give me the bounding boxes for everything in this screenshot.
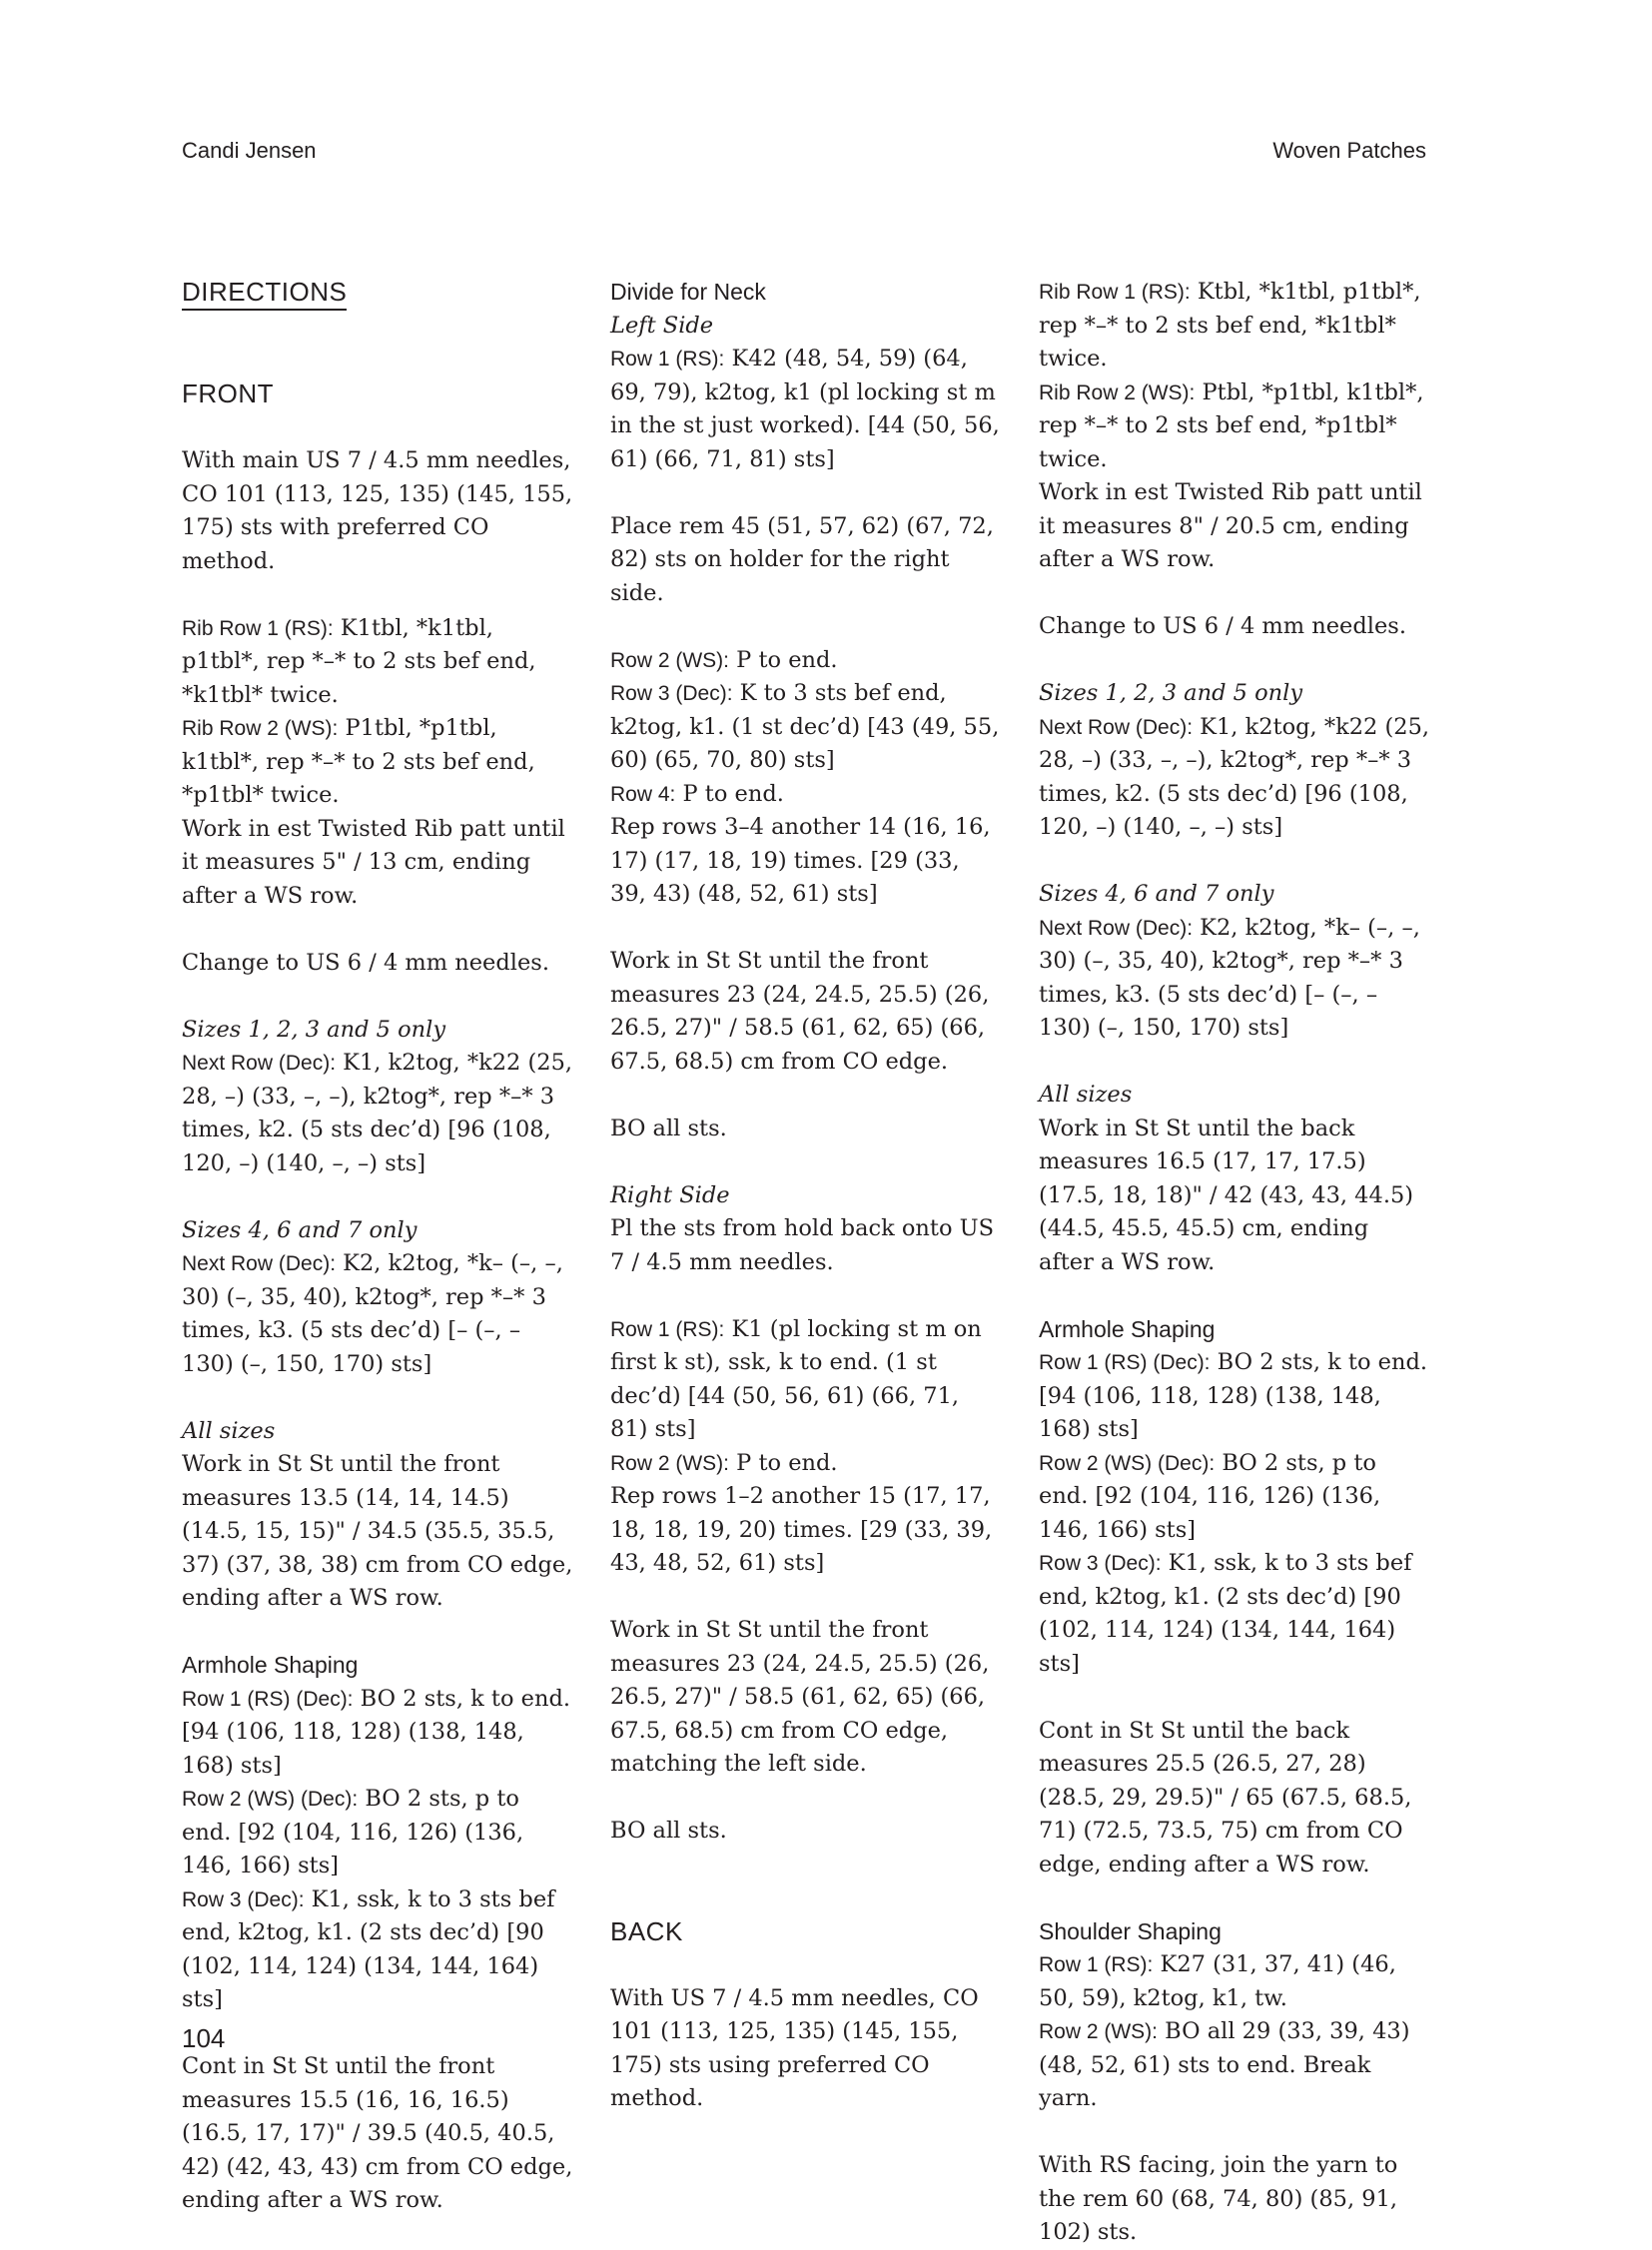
right-side-heading: Right Side: [610, 1181, 730, 1208]
front-change-needles: Change to US 6 / 4 mm needles.: [182, 949, 549, 976]
front-armhole-row-1: Row 1 (RS) (Dec): BO 2 sts, k to end. [94 (106, 118, 128) (138, 148, 168) sts]: [182, 1685, 571, 1779]
place-remaining: Place rem 45 (51, 57, 62) (67, 72, 82) sts on holder for the right side.: [610, 512, 994, 606]
left-row-1: Row 1 (RS): K42 (48, 54, 59) (64, 69, 79), k2tog, k1 (pl locking st m in the st just worked). [44 (50, 56, 61) (66, 71, 81) sts]: [610, 346, 1000, 472]
left-row-3: Row 3 (Dec): K to 3 sts bef end, k2tog, k1. (1 st dec’d) [43 (49, 55, 60) (65, 70, 80) sts]: [610, 680, 1000, 773]
back-armhole-row-2: Row 2 (WS) (Dec): BO 2 sts, p to end. [92 (104, 116, 126) (136, 146, 166) sts]: [1039, 1449, 1381, 1543]
front-rib-row-1: Rib Row 1 (RS): K1tbl, *k1tbl, p1tbl*, rep *–* to 2 sts bef end, *k1tbl* twice.: [182, 614, 536, 708]
shoulder-row-2: Row 2 (WS): BO all 29 (33, 39, 43) (48, 52, 61) sts to end. Break yarn.: [1039, 2018, 1410, 2111]
column-3: [1039, 276, 1430, 2250]
back-heading: BACK: [610, 1915, 683, 1946]
column-1: [182, 276, 573, 2218]
back-cont-text: Cont in St St until the back measures 25.5 (26.5, 27, 28) (28.5, 29, 29.5)" / 65 (67.5, 68.5, 71) (72.5, 73.5, 75) cm from CO edge, ending after a WS row.: [1039, 1717, 1412, 1877]
front-work-rib: Work in est Twisted Rib patt until it measures 5" / 13 cm, ending after a WS row.: [182, 815, 565, 909]
directions-heading: DIRECTIONS: [182, 277, 347, 311]
divide-neck-heading: Divide for Neck: [610, 279, 766, 305]
left-row-4: Row 4: P to end.: [610, 780, 784, 807]
back-all-sizes-heading: All sizes: [1039, 1082, 1133, 1108]
front-sizes-a-heading: Sizes 1, 2, 3 and 5 only: [182, 1016, 446, 1043]
back-change-needles: Change to US 6 / 4 mm needles.: [1039, 613, 1406, 639]
left-work-front: Work in St St until the front measures 23 (24, 24.5, 25.5) (26, 26.5, 27)" / 58.5 (61, 62, 65) (66, 67.5, 68.5) cm from CO edge.: [610, 948, 990, 1075]
front-next-row-a: Next Row (Dec): K1, k2tog, *k22 (25, 28, –) (33, –, –), k2tog*, rep *–* 3 times, k2. (5 sts dec’d) [96 (108, 120, –) (140, –, –) sts]: [182, 1050, 573, 1176]
shoulder-row-1: Row 1 (RS): K27 (31, 37, 41) (46, 50, 59), k2tog, k1, tw.: [1039, 1951, 1396, 2011]
back-next-row-b: Next Row (Dec): K2, k2tog, *k– (–, –, 30) (–, 35, 40), k2tog*, rep *–* 3 times, k3. (5 sts dec’d) [– (–, – 130) (–, 150, 170) sts]: [1039, 914, 1420, 1041]
right-bind-off: BO all sts.: [610, 1818, 727, 1844]
back-armhole-row-1: Row 1 (RS) (Dec): BO 2 sts, k to end. [94 (106, 118, 128) (138, 148, 168) sts]: [1039, 1349, 1428, 1442]
back-armhole-row-3: Row 3 (Dec): K1, ssk, k to 3 sts bef end, k2tog, k1. (2 sts dec’d) [90 (102, 114, 124) (134, 144, 164) sts]: [1039, 1550, 1412, 1677]
back-rib-row-2: Rib Row 2 (WS): Ptbl, *p1tbl, k1tbl*, rep *–* to 2 sts bef end, *p1tbl* twice.: [1039, 378, 1424, 472]
front-cont-text: Cont in St St until the front measures 15.5 (16, 16, 16.5) (16.5, 17, 17)" / 39.5 (40.5, 40.5, 42) (42, 43, 43) cm from CO edge, ending after a WS row.: [182, 2053, 573, 2213]
back-work-rib: Work in est Twisted Rib patt until it measures 8" / 20.5 cm, ending after a WS row.: [1039, 479, 1422, 572]
back-sizes-a-heading: Sizes 1, 2, 3 and 5 only: [1039, 680, 1303, 706]
front-sizes-b-heading: Sizes 4, 6 and 7 only: [182, 1216, 417, 1243]
back-cast-on: With US 7 / 4.5 mm needles, CO 101 (113, 125, 135) (145, 155, 175) sts using preferred CO method.: [610, 1984, 979, 2111]
front-cast-on: With main US 7 / 4.5 mm needles, CO 101 (113, 125, 135) (145, 155, 175) sts with preferred CO method.: [182, 447, 573, 574]
column-2: [610, 276, 1002, 2116]
left-bind-off: BO all sts.: [610, 1115, 727, 1141]
front-rib-row-2: Rib Row 2 (WS): P1tbl, *p1tbl, k1tbl*, rep *–* to 2 sts bef end, *p1tbl* twice.: [182, 715, 535, 808]
running-header-author: Candi Jensen: [182, 138, 317, 163]
back-rib-row-1: Rib Row 1 (RS): Ktbl, *k1tbl, p1tbl*, rep *–* to 2 sts bef end, *k1tbl* twice.: [1039, 279, 1421, 372]
running-header-title: Woven Patches: [1272, 138, 1426, 163]
right-row-2: Row 2 (WS): P to end.: [610, 1449, 838, 1476]
front-armhole-heading: Armhole Shaping: [182, 1652, 359, 1678]
repeat-rows-3-4: Rep rows 3–4 another 14 (16, 16, 17) (17, 18, 19) times. [29 (33, 39, 43) (48, 52, 61) sts]: [610, 814, 991, 907]
page-number: 104: [182, 2023, 226, 2053]
back-sizes-b-heading: Sizes 4, 6 and 7 only: [1039, 881, 1274, 907]
right-row-1: Row 1 (RS): K1 (pl locking st m on first k st), ssk, k to end. (1 st dec’d) [44 (50, 56, 61) (66, 71, 81) sts]: [610, 1315, 982, 1442]
rs-facing-text: With RS facing, join the yarn to the rem 60 (68, 74, 80) (85, 91, 102) sts.: [1039, 2152, 1398, 2245]
front-all-sizes-heading: All sizes: [182, 1417, 276, 1444]
left-row-2: Row 2 (WS): P to end.: [610, 646, 838, 673]
shoulder-heading: Shoulder Shaping: [1039, 1917, 1222, 1944]
front-armhole-row-3: Row 3 (Dec): K1, ssk, k to 3 sts bef end, k2tog, k1. (2 sts dec’d) [90 (102, 114, 124) (134, 144, 164) sts]: [182, 1885, 555, 2012]
front-all-sizes-text: Work in St St until the front measures 13.5 (14, 14, 14.5) (14.5, 15, 15)" / 34.5 (35.5, 35.5, 37) (37, 38, 38) cm from CO edge, ending after a WS row.: [182, 1451, 573, 1611]
right-work-front: Work in St St until the front measures 23 (24, 24.5, 25.5) (26, 26.5, 27)" / 58.5 (61, 62, 65) (66, 67.5, 68.5) cm from CO edge, matching the left side.: [610, 1617, 990, 1777]
front-next-row-b: Next Row (Dec): K2, k2tog, *k– (–, –, 30) (–, 35, 40), k2tog*, rep *–* 3 times, k3. (5 sts dec’d) [– (–, – 130) (–, 150, 170) sts]: [182, 1250, 563, 1377]
back-next-row-a: Next Row (Dec): K1, k2tog, *k22 (25, 28, –) (33, –, –), k2tog*, rep *–* 3 times, k2. (5 sts dec’d) [96 (108, 120, –) (140, –, –) sts]: [1039, 713, 1430, 840]
right-place-sts: Pl the sts from hold back onto US 7 / 4.5 mm needles.: [610, 1215, 995, 1275]
front-armhole-row-2: Row 2 (WS) (Dec): BO 2 sts, p to end. [92 (104, 116, 126) (136, 146, 166) sts]: [182, 1786, 524, 1878]
back-armhole-heading: Armhole Shaping: [1039, 1315, 1216, 1342]
repeat-rows-1-2: Rep rows 1–2 another 15 (17, 17, 18, 18, 19, 20) times. [29 (33, 39, 43, 48, 52, 61) sts]: [610, 1483, 993, 1576]
left-side-heading: Left Side: [610, 312, 714, 339]
back-all-sizes-text: Work in St St until the back measures 16.5 (17, 17, 17.5) (17.5, 18, 18)" / 42 (43, 43, 44.5) (44.5, 45.5, 45.5) cm, ending after a WS row.: [1039, 1115, 1414, 1275]
front-heading: FRONT: [182, 378, 275, 408]
